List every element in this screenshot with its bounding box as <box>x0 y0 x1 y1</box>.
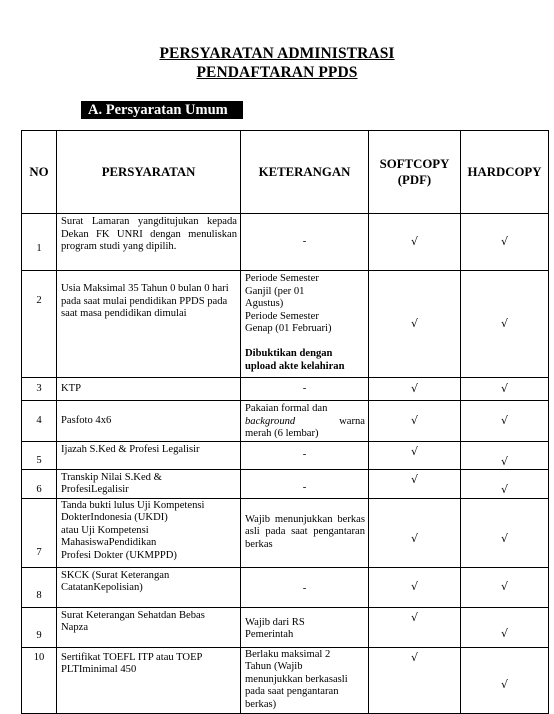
softcopy-check-icon: √ <box>369 378 461 401</box>
keterangan-line: Wajib dari RS <box>245 616 305 628</box>
softcopy-check-icon: √ <box>369 469 461 498</box>
keterangan-line: berkas) <box>245 698 277 710</box>
table-row <box>22 567 549 607</box>
header-no: NO <box>22 131 57 214</box>
row-persyaratan <box>57 567 241 607</box>
persyaratan-line: DokterIndonesia (UKDI) <box>61 512 168 524</box>
row-number: 10 <box>22 647 57 713</box>
persyaratan-line: atau Uji Kompetensi <box>61 524 149 536</box>
persyaratan-line: SKCK (Surat Keterangan <box>61 569 170 581</box>
table-row <box>22 214 549 271</box>
table-row <box>22 442 549 470</box>
row-keterangan-dash: - <box>241 442 369 470</box>
row-keterangan <box>241 401 369 442</box>
persyaratan-line: ProfesiLegalisir <box>61 484 129 496</box>
hardcopy-check-icon: √ <box>461 271 549 378</box>
keterangan-line: Ganjil (per 01 <box>245 285 305 297</box>
persyaratan-line: CatatanKepolisian) <box>61 582 143 594</box>
row-number: 9 <box>22 607 57 647</box>
softcopy-check-icon: √ <box>369 607 461 647</box>
document-title-line-1: PERSYARATAN ADMINISTRASI <box>159 45 395 62</box>
table-row <box>22 607 549 647</box>
hardcopy-check-icon: √ <box>461 567 549 607</box>
persyaratan-line: MahasiswaPendidikan <box>61 537 157 549</box>
keterangan-line: pada saat pengantaran <box>245 686 339 698</box>
row-number: 3 <box>22 378 57 401</box>
row-keterangan-dash: - <box>241 214 369 271</box>
keterangan-line <box>245 416 365 429</box>
row-keterangan <box>241 607 369 647</box>
row-persyaratan: Surat Lamaran yangditujukan kepada Dekan FK UNRI dengan menuliskan program studi yang dipilih. <box>57 214 241 271</box>
persyaratan-line: Profesi Dokter (UKMPPD) <box>61 549 177 561</box>
hardcopy-check-icon: √ <box>461 647 549 713</box>
table-row <box>22 378 549 401</box>
keterangan-bold-line: upload akte kelahiran <box>245 360 345 372</box>
header-softcopy-line1: SOFTCOPY <box>379 157 450 171</box>
hardcopy-check-icon: √ <box>461 469 549 498</box>
keterangan-line: Periode Semester <box>245 273 319 284</box>
row-number: 7 <box>22 498 57 567</box>
row-number: 2 <box>22 271 57 378</box>
row-persyaratan <box>57 607 241 647</box>
row-keterangan-dash: - <box>241 378 369 401</box>
hardcopy-check-icon: √ <box>461 607 549 647</box>
keterangan-line: merah (6 lembar) <box>245 428 319 440</box>
persyaratan-line: PLTIminimal 450 <box>61 664 137 676</box>
hardcopy-check-icon: √ <box>461 498 549 567</box>
keterangan-line: Pakaian formal dan <box>245 403 328 414</box>
row-keterangan <box>241 271 369 378</box>
softcopy-check-icon: √ <box>369 567 461 607</box>
keterangan-line: Pemerintah <box>245 629 294 641</box>
row-keterangan-dash: - <box>241 567 369 607</box>
table-row <box>22 271 549 378</box>
header-hardcopy: HARDCOPY <box>461 131 549 214</box>
hardcopy-check-icon: √ <box>461 214 549 271</box>
row-keterangan: Wajib menunjukkan berkas asli pada saat pengantaran berkas <box>241 498 369 567</box>
keterangan-line: Berlaku maksimal 2 <box>245 648 331 660</box>
keterangan-line: Tahun (Wajib <box>245 661 303 673</box>
row-number: 4 <box>22 401 57 442</box>
document-title-line-2: PENDAFTARAN PPDS <box>196 64 358 81</box>
row-persyaratan: Usia Maksimal 35 Tahun 0 bulan 0 hari pada saat mulai pendidikan PPDS pada saat masa pendidikan dimulai <box>57 271 241 378</box>
hardcopy-check-icon: √ <box>461 442 549 470</box>
softcopy-check-icon: √ <box>369 647 461 713</box>
row-number: 6 <box>22 469 57 498</box>
keterangan-bold-line: Dibuktikan dengan <box>245 347 333 359</box>
softcopy-check-icon: √ <box>369 401 461 442</box>
hardcopy-check-icon: √ <box>461 401 549 442</box>
keterangan-word: warna <box>339 415 365 427</box>
row-persyaratan: Pasfoto 4x6 <box>57 401 241 442</box>
keterangan-italic: background <box>245 415 296 427</box>
row-keterangan-dash: - <box>241 469 369 498</box>
row-persyaratan <box>57 498 241 567</box>
keterangan-line: Agustus) <box>245 298 284 310</box>
persyaratan-line: Sertifikat TOEFL ITP atau TOEP <box>61 651 203 663</box>
persyaratan-line: Surat Keterangan Sehatdan Bebas <box>61 609 205 621</box>
row-keterangan <box>241 647 369 713</box>
softcopy-check-icon: √ <box>369 214 461 271</box>
header-persyaratan: PERSYARATAN <box>57 131 241 214</box>
row-number: 8 <box>22 567 57 607</box>
row-persyaratan <box>57 647 241 713</box>
row-persyaratan: Ijazah S.Ked & Profesi Legalisir <box>57 442 241 470</box>
header-keterangan: KETERANGAN <box>241 131 369 214</box>
hardcopy-check-icon: √ <box>461 378 549 401</box>
persyaratan-line: Transkip Nilai S.Ked & <box>61 471 162 483</box>
softcopy-check-icon: √ <box>369 442 461 470</box>
header-softcopy-line2: (PDF) <box>397 173 432 187</box>
table-row <box>22 469 549 498</box>
header-softcopy <box>369 131 461 214</box>
row-number: 1 <box>22 214 57 271</box>
table-row <box>22 647 549 713</box>
requirements-table <box>21 130 549 714</box>
persyaratan-line: Napza <box>61 622 89 634</box>
section-heading: A. Persyaratan Umum <box>81 101 243 119</box>
row-persyaratan <box>57 469 241 498</box>
keterangan-line: Periode Semester <box>245 310 319 322</box>
table-row <box>22 498 549 567</box>
table-row <box>22 401 549 442</box>
softcopy-check-icon: √ <box>369 498 461 567</box>
row-number: 5 <box>22 442 57 470</box>
keterangan-line: Genap (01 Februari) <box>245 323 332 335</box>
persyaratan-line: Tanda bukti lulus Uji Kompetensi <box>61 499 205 511</box>
softcopy-check-icon: √ <box>369 271 461 378</box>
row-persyaratan: KTP <box>57 378 241 401</box>
keterangan-line: menunjukkan berkasasli <box>245 673 348 685</box>
table-header-row <box>22 131 549 214</box>
